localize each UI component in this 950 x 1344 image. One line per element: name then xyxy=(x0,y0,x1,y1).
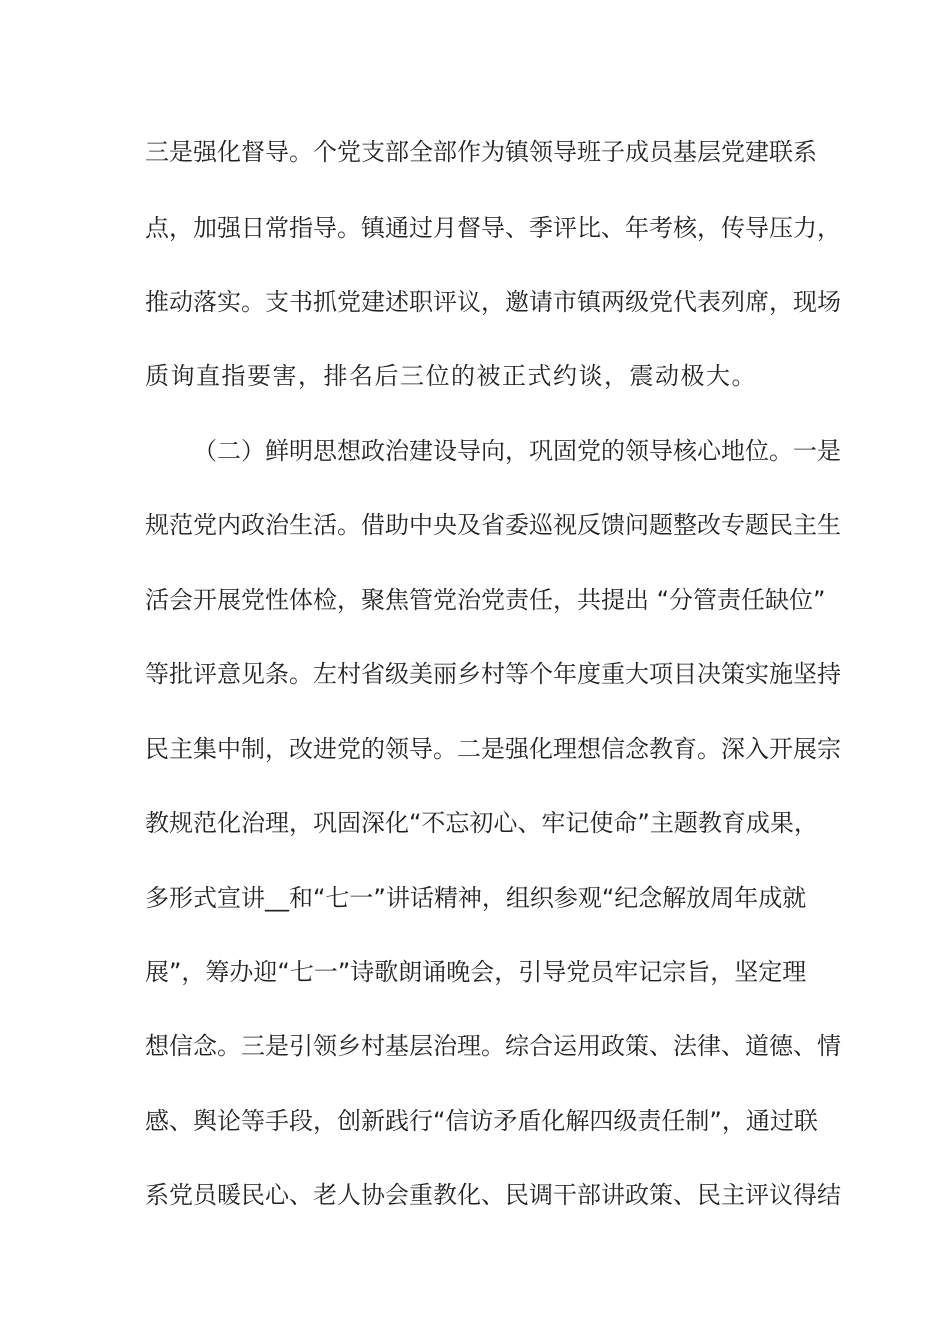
paragraph-line: 教规范化治理，巩固深化“不忘初心、牢记使命”主题教育成果， xyxy=(145,809,818,837)
paragraph-line: 多形式宣讲__和“七一”讲话精神，组织参观“纪念解放周年成就 xyxy=(145,884,807,912)
paragraph-line: 民主集中制，改进党的领导。二是强化理想信念教育。深入开展宗 xyxy=(145,735,841,763)
paragraph-line: 展”，筹办迎“七一”诗歌朗诵晚会，引导党员牢记宗旨，坚定理 xyxy=(145,958,807,986)
paragraph-line: 想信念。三是引领乡村基层治理。综合运用政策、法律、道德、情 xyxy=(145,1032,841,1060)
paragraph-line: 系党员暖民心、老人协会重教化、民调干部讲政策、民主评议得结 xyxy=(145,1181,841,1209)
section-heading-line: （二）鲜明思想政治建设导向，巩固党的领导核心地位。一是 xyxy=(193,437,841,465)
paragraph-line: 活会开展党性体检，聚焦管党治党责任，共提出 “分管责任缺位” xyxy=(145,586,826,614)
paragraph-line: 三是强化督导。个党支部全部作为镇领导班子成员基层党建联系 xyxy=(145,138,817,166)
paragraph-line: 等批评意见条。左村省级美丽乡村等个年度重大项目决策实施坚持 xyxy=(145,660,841,688)
paragraph-line: 推动落实。支书抓党建述职评议，邀请市镇两级党代表列席，现场 xyxy=(145,288,841,316)
paragraph-line: 感、舆论等手段，创新践行“信访矛盾化解四级责任制”，通过联 xyxy=(145,1107,818,1135)
paragraph-line: 点，加强日常指导。镇通过月督导、季评比、年考核，传导压力， xyxy=(145,214,841,242)
paragraph-line: 规范党内政治生活。借助中央及省委巡视反馈问题整改专题民主生 xyxy=(145,511,841,539)
paragraph-line: 质询直指要害，排名后三位的被正式约谈，震动极大。 xyxy=(145,362,757,390)
